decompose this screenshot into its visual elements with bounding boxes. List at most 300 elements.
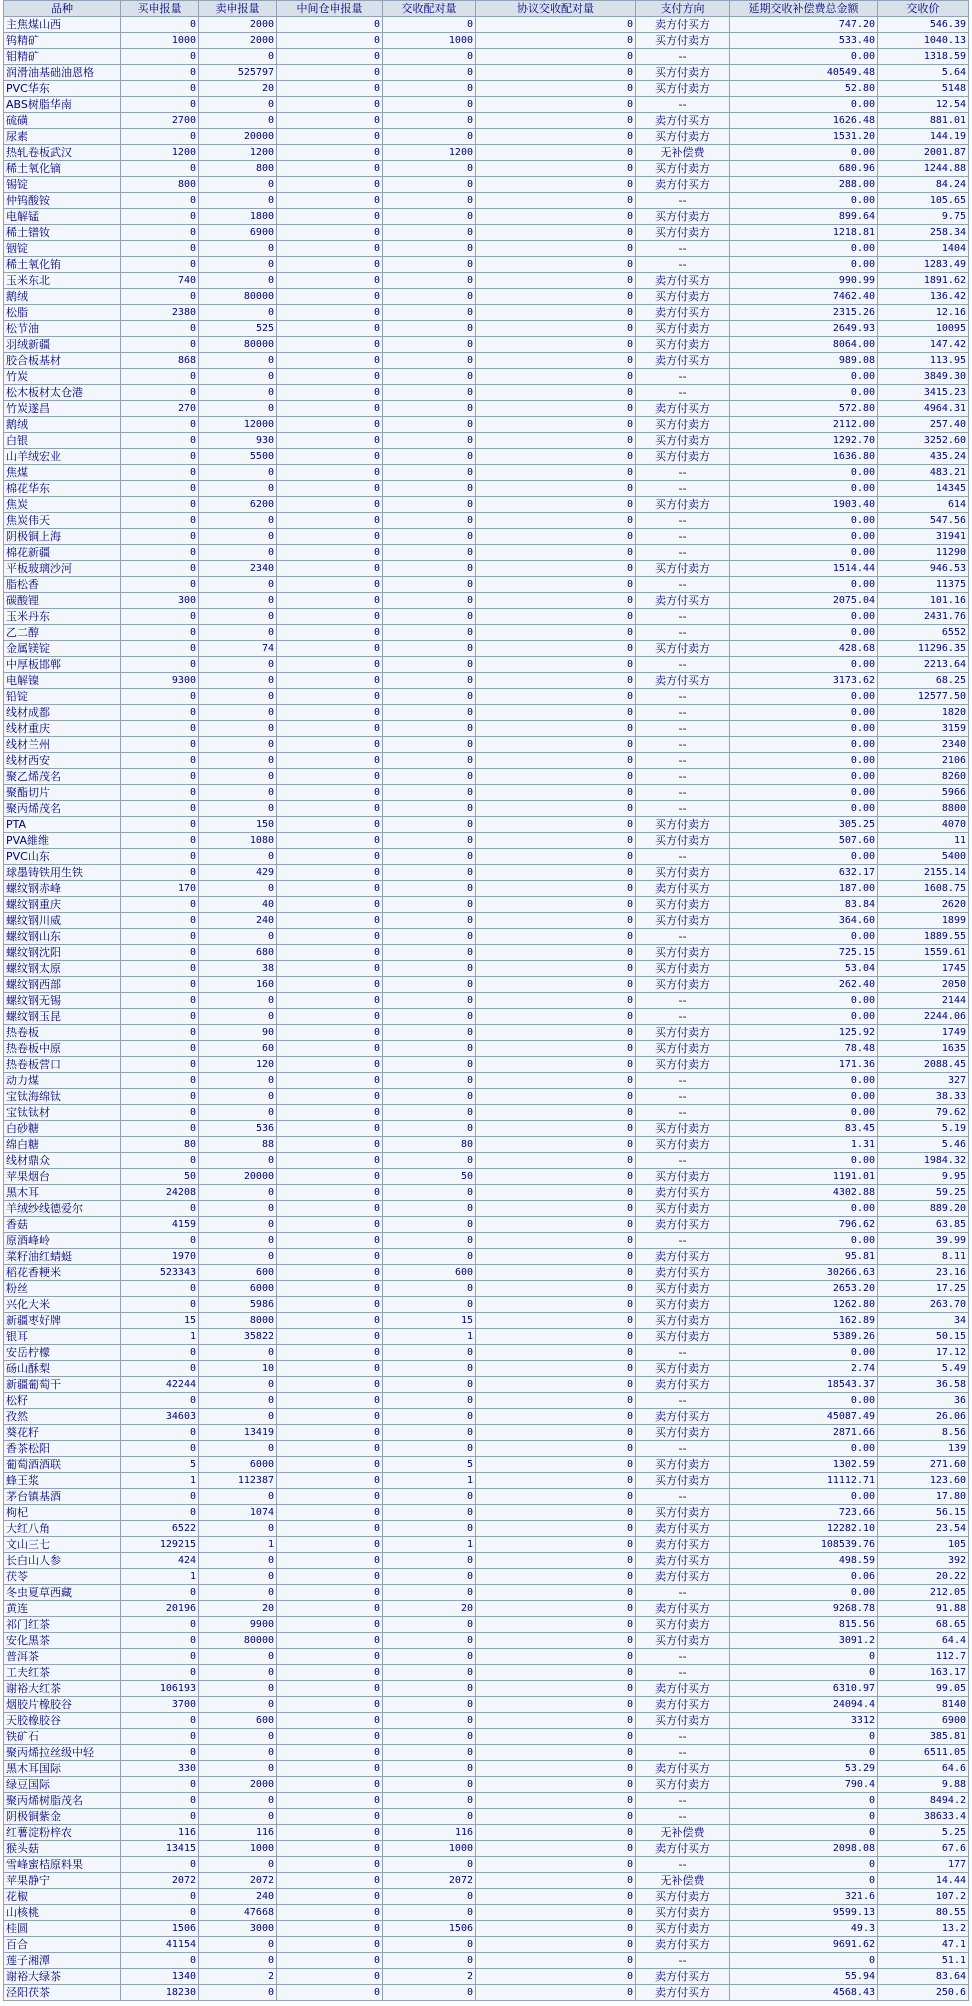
cell-buy-qty: 0 (121, 1041, 199, 1057)
cell-agreement-qty: 0 (476, 1953, 636, 1969)
cell-sell-qty: 0 (199, 1073, 277, 1089)
cell-settlement-price: 2106 (878, 753, 969, 769)
cell-variety: 螺纹钢川威 (4, 913, 121, 929)
cell-middle-qty: 0 (277, 1297, 383, 1313)
cell-buy-qty: 0 (121, 321, 199, 337)
cell-payment-direction: 买方付卖方 (636, 1905, 730, 1921)
cell-middle-qty: 0 (277, 1489, 383, 1505)
cell-sell-qty: 5500 (199, 449, 277, 465)
cell-agreement-qty: 0 (476, 721, 636, 737)
cell-compensation-total: 5389.26 (730, 1329, 878, 1345)
cell-settlement-price: 6900 (878, 1713, 969, 1729)
cell-agreement-qty: 0 (476, 881, 636, 897)
table-row (4, 737, 969, 753)
cell-compensation-total: 747.20 (730, 17, 878, 33)
cell-settlement-price: 38633.4 (878, 1809, 969, 1825)
table-row (4, 1937, 969, 1953)
cell-sell-qty: 90 (199, 1025, 277, 1041)
cell-settlement-price: 1404 (878, 241, 969, 257)
cell-middle-qty: 0 (277, 513, 383, 529)
cell-matched-qty: 0 (383, 1585, 476, 1601)
table-row (4, 305, 969, 321)
cell-settlement-price: 34 (878, 1313, 969, 1329)
cell-variety: 孜然 (4, 1409, 121, 1425)
cell-payment-direction: 买方付卖方 (636, 1169, 730, 1185)
cell-matched-qty: 0 (383, 1233, 476, 1249)
cell-compensation-total: 2315.26 (730, 305, 878, 321)
cell-settlement-price: 881.01 (878, 113, 969, 129)
cell-compensation-total: 0.00 (730, 1393, 878, 1409)
table-row (4, 1585, 969, 1601)
cell-compensation-total: 1292.70 (730, 433, 878, 449)
cell-middle-qty: 0 (277, 353, 383, 369)
cell-sell-qty: 0 (199, 625, 277, 641)
table-row (4, 33, 969, 49)
cell-agreement-qty: 0 (476, 1217, 636, 1233)
cell-middle-qty: 0 (277, 1553, 383, 1569)
cell-middle-qty: 0 (277, 497, 383, 513)
cell-settlement-price: 5.49 (878, 1361, 969, 1377)
cell-matched-qty: 0 (383, 961, 476, 977)
table-row (4, 145, 969, 161)
column-header-settlement-price: 交收价 (878, 1, 969, 17)
table-row (4, 1889, 969, 1905)
cell-sell-qty: 35822 (199, 1329, 277, 1345)
cell-middle-qty: 0 (277, 97, 383, 113)
cell-agreement-qty: 0 (476, 1905, 636, 1921)
cell-buy-qty: 50 (121, 1169, 199, 1185)
cell-settlement-price: 68.25 (878, 673, 969, 689)
cell-matched-qty: 0 (383, 977, 476, 993)
table-row (4, 1297, 969, 1313)
table-row (4, 881, 969, 897)
table-row (4, 1825, 969, 1841)
cell-variety: 热卷板 (4, 1025, 121, 1041)
cell-sell-qty: 0 (199, 993, 277, 1009)
table-row (4, 1409, 969, 1425)
cell-agreement-qty: 0 (476, 1201, 636, 1217)
cell-settlement-price: 8.11 (878, 1249, 969, 1265)
cell-sell-qty: 0 (199, 1009, 277, 1025)
table-row (4, 1361, 969, 1377)
cell-payment-direction: 卖方付买方 (636, 177, 730, 193)
cell-payment-direction: 卖方付买方 (636, 1249, 730, 1265)
cell-middle-qty: 0 (277, 1825, 383, 1841)
cell-sell-qty: 150 (199, 817, 277, 833)
table-body (4, 17, 969, 2001)
cell-matched-qty: 0 (383, 17, 476, 33)
cell-settlement-price: 56.15 (878, 1505, 969, 1521)
table-row (4, 721, 969, 737)
table-row (4, 1777, 969, 1793)
cell-settlement-price: 4964.31 (878, 401, 969, 417)
cell-settlement-price: 1040.13 (878, 33, 969, 49)
cell-compensation-total: 2871.66 (730, 1425, 878, 1441)
cell-matched-qty: 0 (383, 321, 476, 337)
cell-agreement-qty: 0 (476, 1057, 636, 1073)
cell-matched-qty: 0 (383, 545, 476, 561)
cell-settlement-price: 105 (878, 1537, 969, 1553)
cell-matched-qty: 0 (383, 241, 476, 257)
cell-compensation-total: 0 (730, 1825, 878, 1841)
cell-matched-qty: 0 (383, 737, 476, 753)
cell-buy-qty: 0 (121, 1745, 199, 1761)
cell-variety: 宝钛钛材 (4, 1105, 121, 1121)
cell-settlement-price: 2155.14 (878, 865, 969, 881)
cell-agreement-qty: 0 (476, 1921, 636, 1937)
cell-matched-qty: 0 (383, 929, 476, 945)
cell-matched-qty: 0 (383, 769, 476, 785)
cell-matched-qty: 0 (383, 945, 476, 961)
cell-middle-qty: 0 (277, 17, 383, 33)
cell-variety: 烟胶片橡胶谷 (4, 1697, 121, 1713)
cell-agreement-qty: 0 (476, 513, 636, 529)
cell-variety: 竹炭遂昌 (4, 401, 121, 417)
cell-variety: 山核桃 (4, 1905, 121, 1921)
cell-buy-qty: 0 (121, 545, 199, 561)
cell-sell-qty: 0 (199, 401, 277, 417)
cell-sell-qty: 0 (199, 1409, 277, 1425)
cell-sell-qty: 0 (199, 1105, 277, 1121)
cell-middle-qty: 0 (277, 1665, 383, 1681)
cell-payment-direction: 买方付卖方 (636, 1281, 730, 1297)
cell-variety: 茯苓 (4, 1569, 121, 1585)
cell-payment-direction: 买方付卖方 (636, 1201, 730, 1217)
cell-agreement-qty: 0 (476, 1825, 636, 1841)
cell-buy-qty: 0 (121, 449, 199, 465)
cell-matched-qty: 0 (383, 865, 476, 881)
cell-compensation-total: 2653.20 (730, 1281, 878, 1297)
cell-compensation-total: 0.00 (730, 193, 878, 209)
cell-buy-qty: 0 (121, 241, 199, 257)
cell-sell-qty: 0 (199, 1553, 277, 1569)
cell-sell-qty: 536 (199, 1121, 277, 1137)
table-row (4, 1873, 969, 1889)
cell-sell-qty: 6000 (199, 1281, 277, 1297)
cell-variety: 白银 (4, 433, 121, 449)
table-row (4, 177, 969, 193)
cell-settlement-price: 2050 (878, 977, 969, 993)
cell-sell-qty: 2000 (199, 1777, 277, 1793)
cell-matched-qty: 0 (383, 257, 476, 273)
cell-variety: 香茶松阳 (4, 1441, 121, 1457)
cell-settlement-price: 1899 (878, 913, 969, 929)
cell-middle-qty: 0 (277, 945, 383, 961)
cell-variety: 谢裕大红茶 (4, 1681, 121, 1697)
cell-sell-qty: 13419 (199, 1425, 277, 1441)
cell-middle-qty: 0 (277, 769, 383, 785)
table-row (4, 817, 969, 833)
table-row (4, 273, 969, 289)
table-row (4, 577, 969, 593)
table-row (4, 1681, 969, 1697)
cell-agreement-qty: 0 (476, 465, 636, 481)
cell-variety: 平板玻璃沙河 (4, 561, 121, 577)
cell-buy-qty: 270 (121, 401, 199, 417)
cell-matched-qty: 0 (383, 1489, 476, 1505)
cell-settlement-price: 385.81 (878, 1729, 969, 1745)
cell-buy-qty: 0 (121, 1665, 199, 1681)
cell-sell-qty: 0 (199, 1681, 277, 1697)
cell-middle-qty: 0 (277, 657, 383, 673)
cell-agreement-qty: 0 (476, 1761, 636, 1777)
cell-middle-qty: 0 (277, 1585, 383, 1601)
cell-buy-qty: 0 (121, 209, 199, 225)
cell-matched-qty: 0 (383, 1761, 476, 1777)
cell-matched-qty: 0 (383, 385, 476, 401)
cell-variety: 山羊绒宏业 (4, 449, 121, 465)
cell-sell-qty: 0 (199, 1665, 277, 1681)
cell-payment-direction: 买方付卖方 (636, 1777, 730, 1793)
cell-payment-direction: -- (636, 1393, 730, 1409)
table-row (4, 1393, 969, 1409)
cell-payment-direction: -- (636, 1105, 730, 1121)
cell-payment-direction: 买方付卖方 (636, 977, 730, 993)
table-row (4, 1761, 969, 1777)
cell-payment-direction: -- (636, 481, 730, 497)
cell-agreement-qty: 0 (476, 177, 636, 193)
cell-middle-qty: 0 (277, 1137, 383, 1153)
cell-sell-qty: 0 (199, 769, 277, 785)
cell-variety: 鹅绒 (4, 289, 121, 305)
cell-payment-direction: -- (636, 49, 730, 65)
cell-matched-qty: 0 (383, 1089, 476, 1105)
cell-middle-qty: 0 (277, 1713, 383, 1729)
cell-buy-qty: 0 (121, 1281, 199, 1297)
cell-agreement-qty: 0 (476, 97, 636, 113)
cell-matched-qty: 0 (383, 497, 476, 513)
cell-sell-qty: 0 (199, 1377, 277, 1393)
cell-middle-qty: 0 (277, 1121, 383, 1137)
table-row (4, 1953, 969, 1969)
cell-middle-qty: 0 (277, 1073, 383, 1089)
cell-agreement-qty: 0 (476, 257, 636, 273)
cell-compensation-total: 0.00 (730, 1489, 878, 1505)
cell-buy-qty: 0 (121, 65, 199, 81)
cell-variety: 安岳柠檬 (4, 1345, 121, 1361)
cell-sell-qty: 3000 (199, 1921, 277, 1937)
cell-middle-qty: 0 (277, 1649, 383, 1665)
cell-sell-qty: 429 (199, 865, 277, 881)
cell-variety: 脂松香 (4, 577, 121, 593)
cell-middle-qty: 0 (277, 161, 383, 177)
cell-compensation-total: 24094.4 (730, 1697, 878, 1713)
cell-payment-direction: 买方付卖方 (636, 833, 730, 849)
cell-buy-qty: 0 (121, 689, 199, 705)
cell-sell-qty: 0 (199, 1937, 277, 1953)
cell-compensation-total: 680.96 (730, 161, 878, 177)
cell-settlement-price: 14345 (878, 481, 969, 497)
cell-middle-qty: 0 (277, 625, 383, 641)
cell-matched-qty: 80 (383, 1137, 476, 1153)
cell-sell-qty: 0 (199, 273, 277, 289)
cell-agreement-qty: 0 (476, 1409, 636, 1425)
table-row (4, 1921, 969, 1937)
cell-agreement-qty: 0 (476, 1969, 636, 1985)
cell-sell-qty: 20000 (199, 129, 277, 145)
cell-compensation-total: 1531.20 (730, 129, 878, 145)
cell-matched-qty: 0 (383, 561, 476, 577)
cell-variety: 银耳 (4, 1329, 121, 1345)
cell-compensation-total: 4302.88 (730, 1185, 878, 1201)
cell-matched-qty: 0 (383, 721, 476, 737)
cell-matched-qty: 0 (383, 1729, 476, 1745)
cell-middle-qty: 0 (277, 1569, 383, 1585)
cell-settlement-price: 123.60 (878, 1473, 969, 1489)
table-row (4, 897, 969, 913)
cell-matched-qty: 0 (383, 593, 476, 609)
cell-variety: 球墨铸铁用生铁 (4, 865, 121, 881)
cell-agreement-qty: 0 (476, 1585, 636, 1601)
cell-middle-qty: 0 (277, 1681, 383, 1697)
cell-matched-qty: 0 (383, 225, 476, 241)
cell-variety: 线材西安 (4, 753, 121, 769)
table-row (4, 1521, 969, 1537)
cell-payment-direction: -- (636, 785, 730, 801)
cell-sell-qty: 240 (199, 913, 277, 929)
column-header-compensation-total: 延期交收补偿费总金额 (730, 1, 878, 17)
cell-middle-qty: 0 (277, 1857, 383, 1873)
cell-middle-qty: 0 (277, 1377, 383, 1393)
cell-payment-direction: -- (636, 193, 730, 209)
cell-agreement-qty: 0 (476, 961, 636, 977)
cell-settlement-price: 9.75 (878, 209, 969, 225)
cell-matched-qty: 2 (383, 1969, 476, 1985)
cell-payment-direction: 买方付卖方 (636, 561, 730, 577)
cell-sell-qty: 680 (199, 945, 277, 961)
cell-buy-qty: 800 (121, 177, 199, 193)
cell-middle-qty: 0 (277, 833, 383, 849)
cell-variety: 羽绒新疆 (4, 337, 121, 353)
cell-middle-qty: 0 (277, 1185, 383, 1201)
cell-buy-qty: 106193 (121, 1681, 199, 1697)
cell-middle-qty: 0 (277, 321, 383, 337)
cell-middle-qty: 0 (277, 145, 383, 161)
cell-matched-qty: 0 (383, 833, 476, 849)
cell-middle-qty: 0 (277, 1409, 383, 1425)
cell-compensation-total: 0.00 (730, 369, 878, 385)
table-row (4, 945, 969, 961)
cell-agreement-qty: 0 (476, 401, 636, 417)
cell-agreement-qty: 0 (476, 1537, 636, 1553)
table-row (4, 17, 969, 33)
cell-settlement-price: 84.24 (878, 177, 969, 193)
cell-matched-qty: 0 (383, 625, 476, 641)
cell-payment-direction: 买方付卖方 (636, 497, 730, 513)
cell-buy-qty: 1000 (121, 33, 199, 49)
cell-agreement-qty: 0 (476, 1857, 636, 1873)
column-header-variety: 品种 (4, 1, 121, 17)
cell-agreement-qty: 0 (476, 929, 636, 945)
cell-agreement-qty: 0 (476, 593, 636, 609)
cell-payment-direction: -- (636, 1441, 730, 1457)
cell-sell-qty: 0 (199, 689, 277, 705)
cell-sell-qty: 0 (199, 673, 277, 689)
cell-middle-qty: 0 (277, 1969, 383, 1985)
cell-buy-qty: 1340 (121, 1969, 199, 1985)
cell-compensation-total: 83.84 (730, 897, 878, 913)
table-row (4, 481, 969, 497)
cell-buy-qty: 80 (121, 1137, 199, 1153)
cell-agreement-qty: 0 (476, 1073, 636, 1089)
cell-middle-qty: 0 (277, 561, 383, 577)
cell-variety: 铁矿石 (4, 1729, 121, 1745)
cell-agreement-qty: 0 (476, 49, 636, 65)
cell-agreement-qty: 0 (476, 289, 636, 305)
cell-variety: 羊绒纱线德爱尔 (4, 1201, 121, 1217)
cell-middle-qty: 0 (277, 977, 383, 993)
cell-sell-qty: 5986 (199, 1297, 277, 1313)
cell-compensation-total: 0.00 (730, 1233, 878, 1249)
cell-payment-direction: 卖方付买方 (636, 273, 730, 289)
table-row (4, 193, 969, 209)
cell-settlement-price: 2244.06 (878, 1009, 969, 1025)
cell-settlement-price: 64.4 (878, 1633, 969, 1649)
cell-middle-qty: 0 (277, 1617, 383, 1633)
cell-matched-qty: 0 (383, 433, 476, 449)
cell-agreement-qty: 0 (476, 529, 636, 545)
cell-variety: 枸杞 (4, 1505, 121, 1521)
cell-compensation-total: 0.00 (730, 929, 878, 945)
cell-middle-qty: 0 (277, 1025, 383, 1041)
cell-sell-qty: 20000 (199, 1169, 277, 1185)
cell-sell-qty: 0 (199, 785, 277, 801)
cell-settlement-price: 177 (878, 1857, 969, 1873)
cell-sell-qty: 0 (199, 1745, 277, 1761)
cell-middle-qty: 0 (277, 913, 383, 929)
cell-payment-direction: 买方付卖方 (636, 1505, 730, 1521)
cell-settlement-price: 6511.05 (878, 1745, 969, 1761)
cell-payment-direction: 买方付卖方 (636, 289, 730, 305)
table-row (4, 1441, 969, 1457)
cell-buy-qty: 0 (121, 1121, 199, 1137)
table-row (4, 241, 969, 257)
cell-agreement-qty: 0 (476, 1089, 636, 1105)
cell-matched-qty: 0 (383, 193, 476, 209)
cell-agreement-qty: 0 (476, 1665, 636, 1681)
cell-payment-direction: 买方付卖方 (636, 209, 730, 225)
table-row (4, 1153, 969, 1169)
cell-variety: 桂圆 (4, 1921, 121, 1937)
cell-matched-qty: 1000 (383, 1841, 476, 1857)
cell-buy-qty: 0 (121, 577, 199, 593)
cell-payment-direction: 买方付卖方 (636, 1313, 730, 1329)
cell-sell-qty: 88 (199, 1137, 277, 1153)
cell-variety: 焦炭 (4, 497, 121, 513)
cell-matched-qty: 0 (383, 1105, 476, 1121)
cell-agreement-qty: 0 (476, 1473, 636, 1489)
cell-buy-qty: 170 (121, 881, 199, 897)
cell-payment-direction: -- (636, 1665, 730, 1681)
cell-payment-direction: 买方付卖方 (636, 1889, 730, 1905)
cell-settlement-price: 5400 (878, 849, 969, 865)
cell-variety: PTA (4, 817, 121, 833)
cell-payment-direction: -- (636, 657, 730, 673)
cell-compensation-total: 0.00 (730, 993, 878, 1009)
cell-sell-qty: 930 (199, 433, 277, 449)
cell-agreement-qty: 0 (476, 1009, 636, 1025)
cell-sell-qty: 1 (199, 1537, 277, 1553)
cell-sell-qty: 0 (199, 1217, 277, 1233)
cell-variety: 线材鼎众 (4, 1153, 121, 1169)
cell-compensation-total: 9599.13 (730, 1905, 878, 1921)
cell-agreement-qty: 0 (476, 1745, 636, 1761)
cell-buy-qty: 0 (121, 1953, 199, 1969)
cell-payment-direction: -- (636, 1729, 730, 1745)
cell-buy-qty: 0 (121, 1585, 199, 1601)
cell-compensation-total: 40549.48 (730, 65, 878, 81)
cell-agreement-qty: 0 (476, 1841, 636, 1857)
